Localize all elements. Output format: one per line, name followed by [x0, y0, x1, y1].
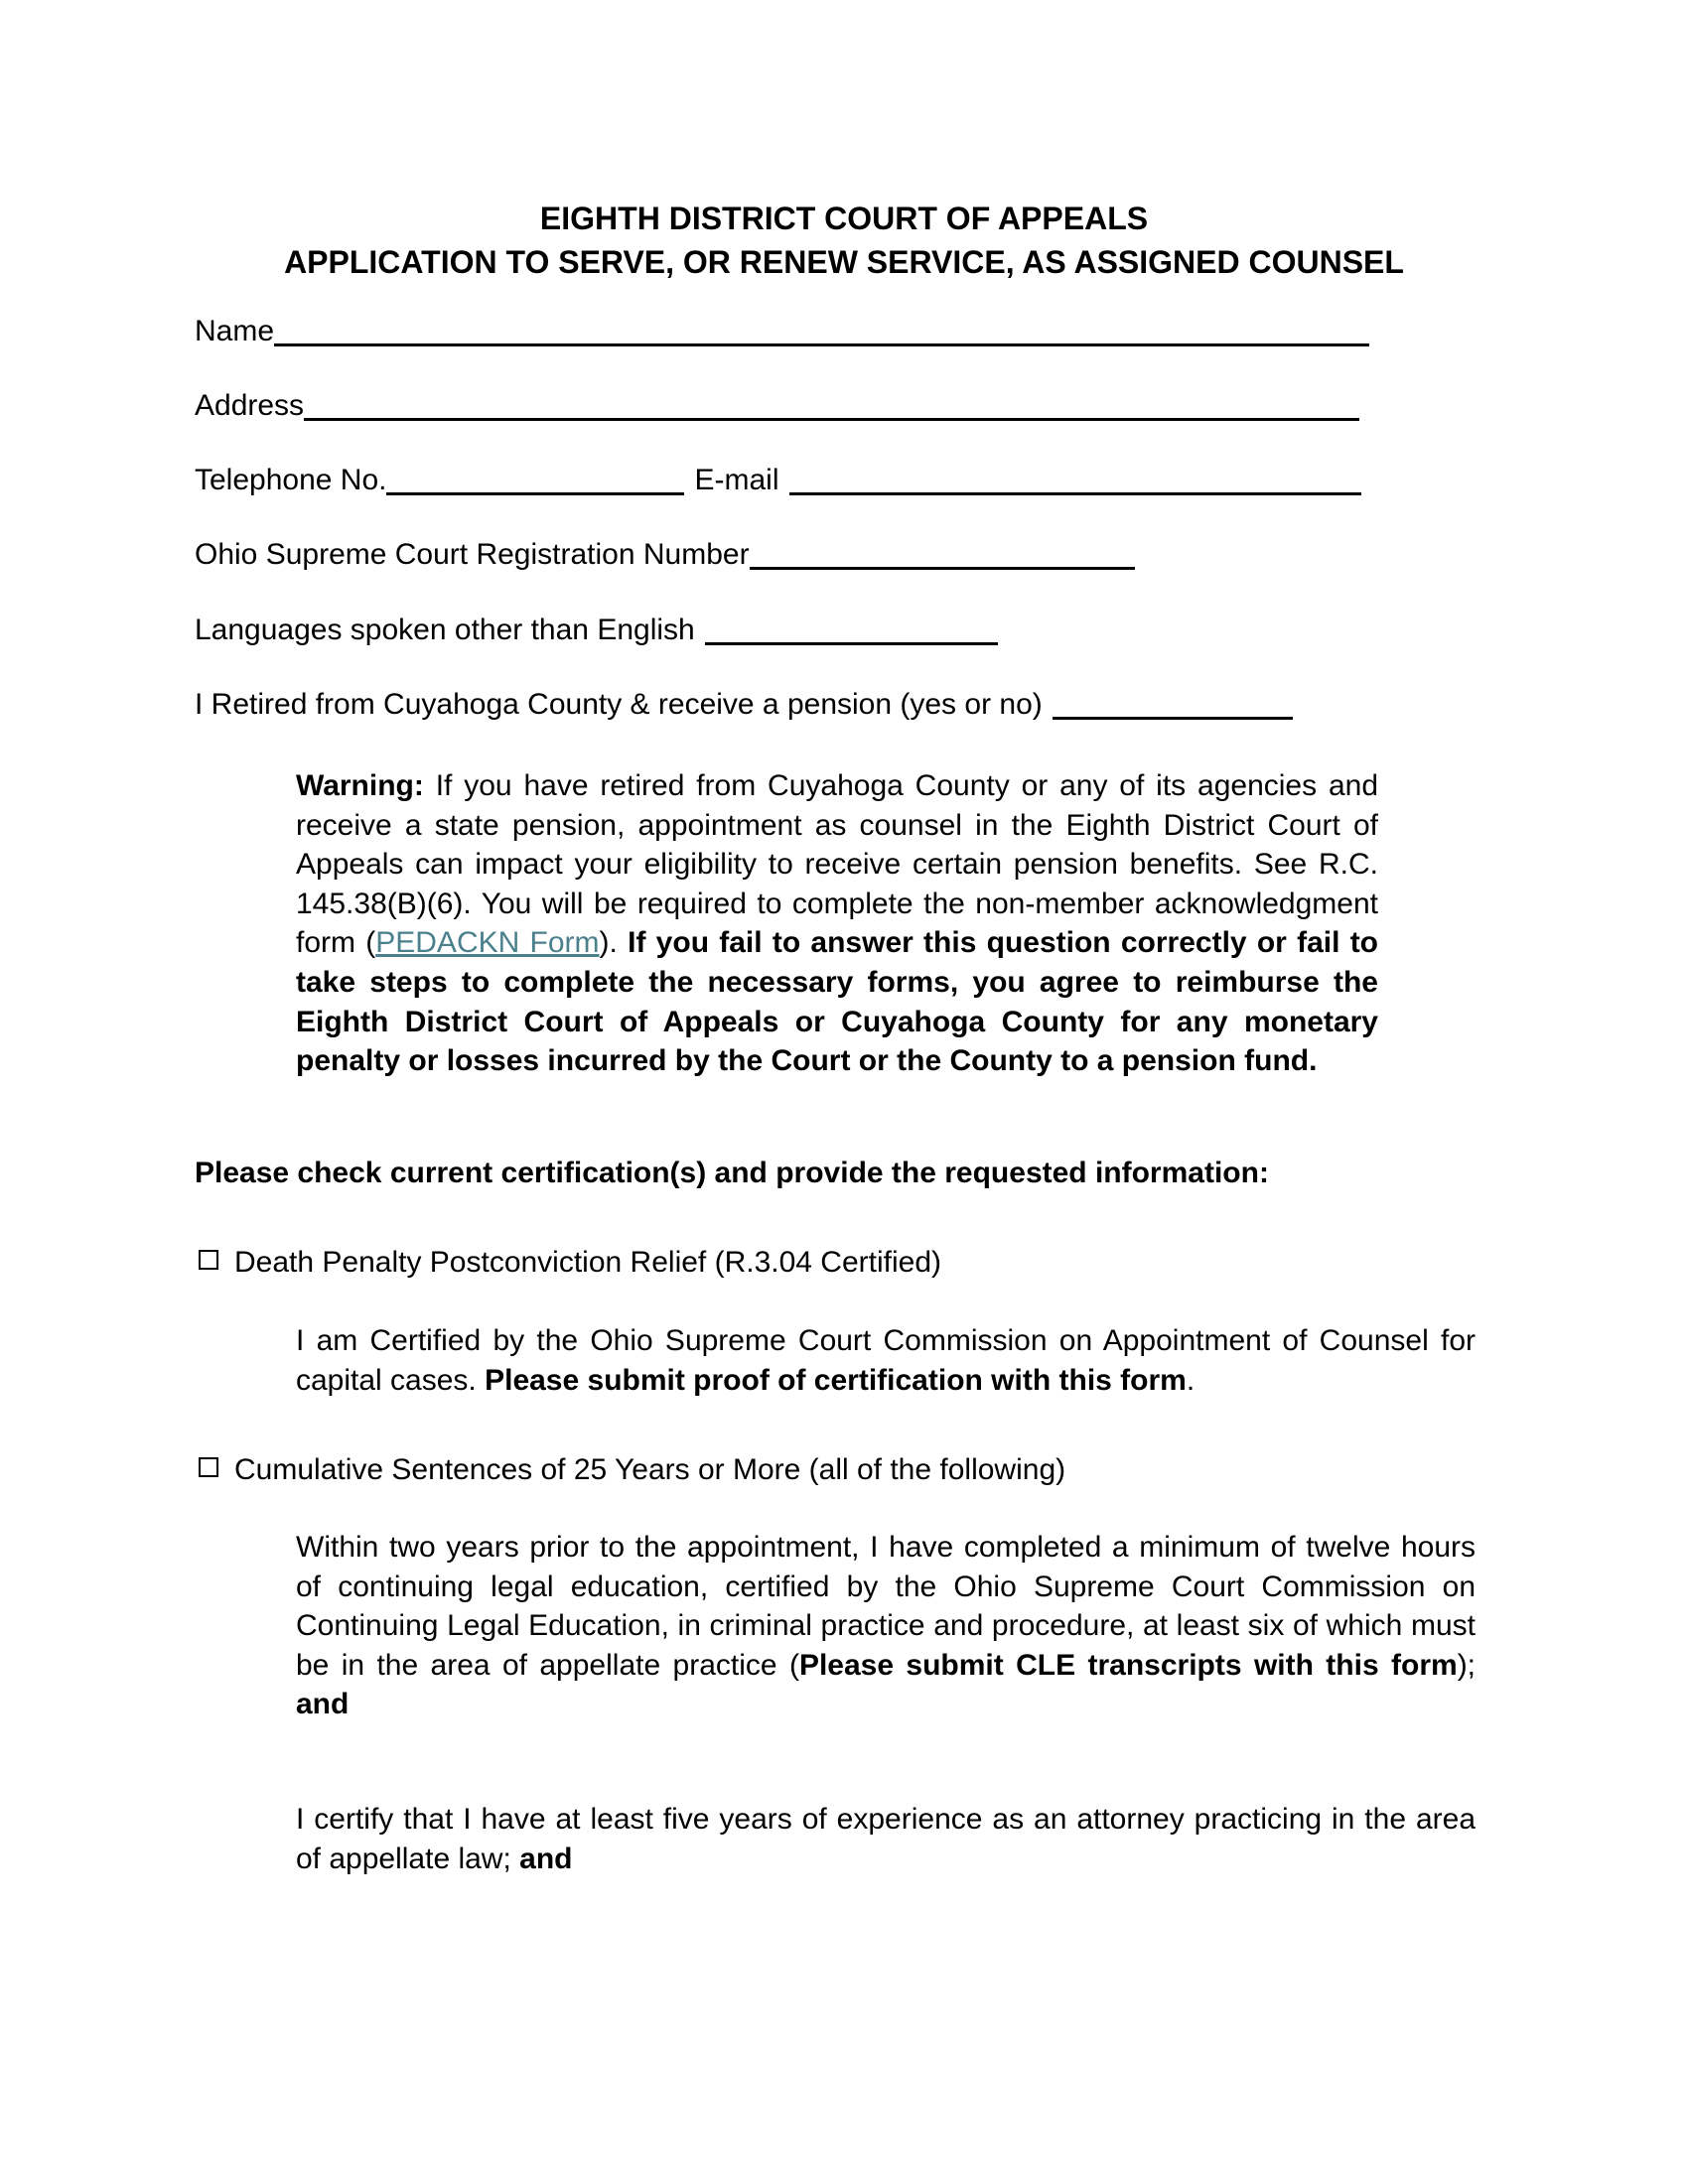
death-penalty-text: I am Certified by the Ohio Supreme Court Commission on Appointment of Counsel for capital cases. [296, 1324, 1476, 1397]
email-field[interactable] [789, 463, 1361, 495]
experience-text: I certify that I have at least five years of experience as an attorney practicing in the area of appellate law; [296, 1803, 1476, 1875]
retired-pension-field[interactable] [1053, 687, 1293, 720]
telephone-email-row [195, 463, 1361, 498]
certification-item-cumulative-sentences[interactable] [199, 1450, 1065, 1490]
languages-label: Languages spoken other than English [195, 614, 695, 646]
application-title-heading: APPLICATION TO SERVE, OR RENEW SERVICE, AS ASSIGNED COUNSEL [284, 244, 1404, 280]
languages-field[interactable] [705, 613, 998, 645]
death-penalty-bold-text: Please submit proof of certification with this form [485, 1363, 1187, 1397]
registration-label: Ohio Supreme Court Registration Number [195, 538, 750, 571]
address-field[interactable] [304, 388, 1359, 421]
pedackn-form-link[interactable]: PEDACKN Form [375, 926, 600, 960]
cle-and: and [296, 1688, 350, 1721]
address-row [195, 388, 1359, 424]
death-penalty-checkbox[interactable] [199, 1250, 218, 1270]
name-field[interactable] [274, 314, 1369, 346]
document-title [0, 197, 1688, 284]
registration-number-field[interactable] [750, 537, 1135, 570]
cumulative-sentences-checkbox[interactable] [199, 1457, 218, 1477]
warning-bold-text: If you fail to answer this question correctly or fail to take steps to complete the necessary forms, you agree to reimburse the Eighth District Court of Appeals or Cuyahoga County for any monetary penalty or losses incurred by the Court or the County to a pension fund. [296, 926, 1379, 1078]
retired-row [195, 687, 1293, 723]
certification-item-death-penalty[interactable] [199, 1243, 941, 1283]
name-label: Name [195, 315, 275, 347]
court-name-heading: EIGHTH DISTRICT COURT OF APPEALS [539, 201, 1149, 236]
cumulative-sentences-label: Cumulative Sentences of 25 Years or More (all of the following) [234, 1453, 1066, 1486]
retired-label: I Retired from Cuyahoga County & receive a pension (yes or no) [195, 688, 1043, 721]
telephone-label: Telephone No. [195, 464, 387, 496]
certifications-heading: Please check current certification(s) and provide the requested information: [195, 1157, 1269, 1189]
address-label: Address [195, 389, 305, 422]
warning-text-close: ). [599, 926, 629, 960]
death-penalty-tail: . [1186, 1363, 1196, 1397]
pension-warning [296, 766, 1378, 1081]
cle-bold-text: Please submit CLE transcripts with this form [798, 1648, 1458, 1682]
experience-paragraph [296, 1800, 1476, 1878]
registration-row [195, 537, 1135, 573]
name-row [195, 314, 1369, 349]
experience-and: and [519, 1842, 573, 1875]
email-label: E-mail [694, 464, 779, 496]
cle-text: Within two years prior to the appointment, I have completed a minimum of twelve hours of continuing legal education, certified by the Ohio Supreme Court Commission on Continuing Legal Education, in criminal practice and procedure, at least six of which must be in the area of appellate practice ( [296, 1531, 1476, 1682]
warning-label: Warning: [296, 769, 424, 802]
cle-tail: ); [1457, 1648, 1477, 1682]
languages-row [195, 613, 998, 648]
warning-text: If you have retired from Cuyahoga County or any of its agencies and receive a state pension, appointment as counsel in the Eighth District Court of Appeals can impact your eligibility to receive certain pension benefits. See R.C. 145.38(B)(6). You will be required to complete the non-member acknowledgment form ( [296, 769, 1378, 960]
death-penalty-label: Death Penalty Postconviction Relief (R.3.04 Certified) [234, 1246, 942, 1279]
cle-requirement-paragraph [296, 1528, 1476, 1724]
death-penalty-paragraph [296, 1321, 1476, 1400]
telephone-field[interactable] [386, 463, 684, 495]
